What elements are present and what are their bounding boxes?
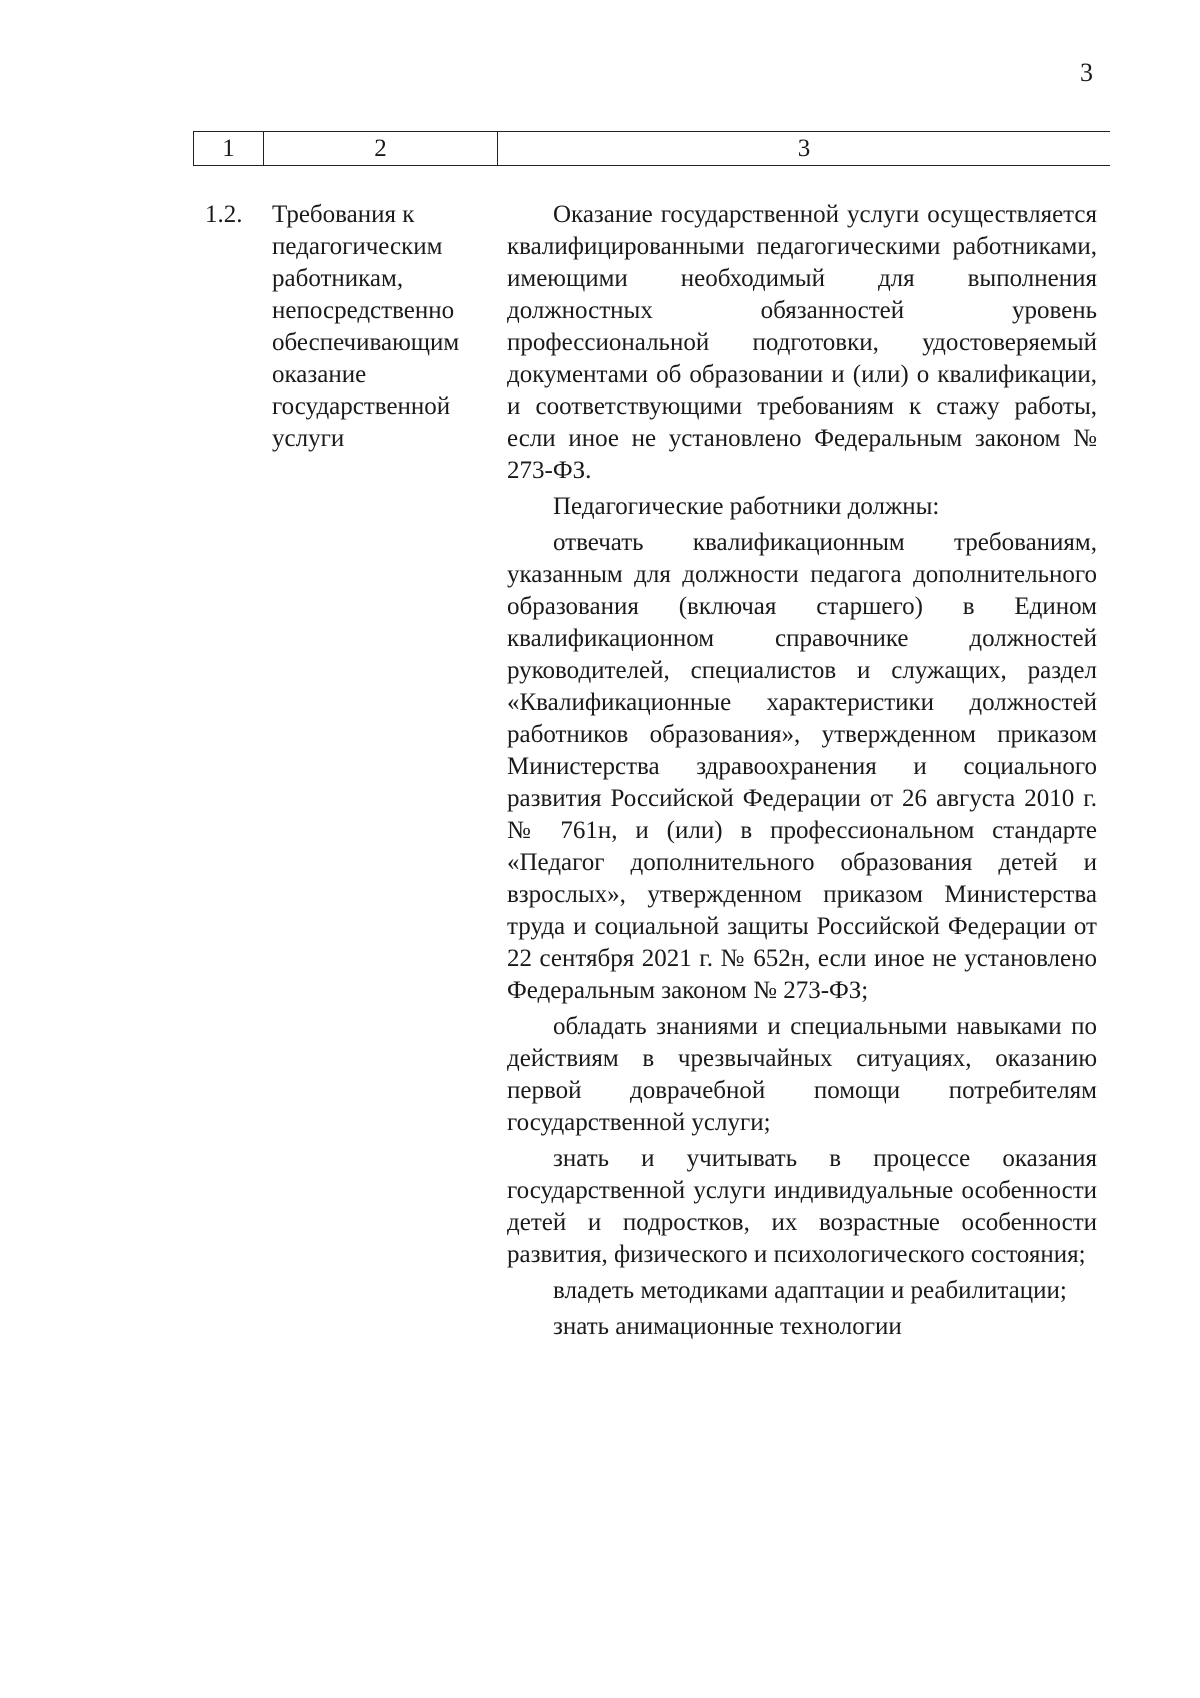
paragraph: обладать знаниями и специальными навыками по действиям в чрезвычайных ситуациях, оказанию первой доврачебной помощи потребителям государственной услуги; [507, 1013, 1097, 1136]
row-title: Требования к педагогическим работникам, непосредственно обеспечивающим оказание государственной услуги [272, 201, 460, 452]
row-number: 1.2. [205, 201, 243, 228]
paragraph: отвечать квалификационным требованиям, указанным для должности педагога дополнительного образования (включая старшего) в Едином квалификационном справочнике должностей руководителей, специалистов и служащих, раздел «Квалификационные характеристики должностей работников образования», утвержденном приказом Министерства здравоохранения и социального развития Российской Федерации от 26 августа 2010 г. № 761н, и (или) в профессиональном стандарте «Педагог дополнительного образования детей и взрослых», утвержденном приказом Министерства труда и социальной защиты Российской Федерации от 22 сентября 2021 г. № 652н, если иное не установлено Федеральным законом № 273-ФЗ; [507, 529, 1097, 1004]
paragraph: знать и учитывать в процессе оказания государственной услуги индивидуальные особенности детей и подростков, их возрастные особенности развития, физического и психологического состояния; [507, 1145, 1097, 1268]
paragraph: Оказание государственной услуги осуществляется квалифицированными педагогическими работниками, имеющими необходимый для выполнения должностных обязанностей уровень профессиональной подготовки, удостоверяемый документами об образовании и (или) о квалификации, и соответствующими требованиям к стажу работы, если иное не установлено Федеральным законом № 273-ФЗ. [507, 201, 1097, 484]
paragraph: владеть методиками адаптации и реабилитации; [553, 1277, 1067, 1304]
row-content [507, 199, 1097, 1347]
table-header-row [193, 131, 1110, 166]
header-cell-2: 2 [263, 132, 497, 165]
paragraph: Педагогические работники должны: [553, 493, 940, 520]
paragraph: знать анимационные технологии [553, 1313, 902, 1340]
header-cell-1: 1 [193, 132, 263, 165]
page-number: 3 [1080, 58, 1093, 87]
header-cell-3: 3 [497, 132, 1110, 165]
